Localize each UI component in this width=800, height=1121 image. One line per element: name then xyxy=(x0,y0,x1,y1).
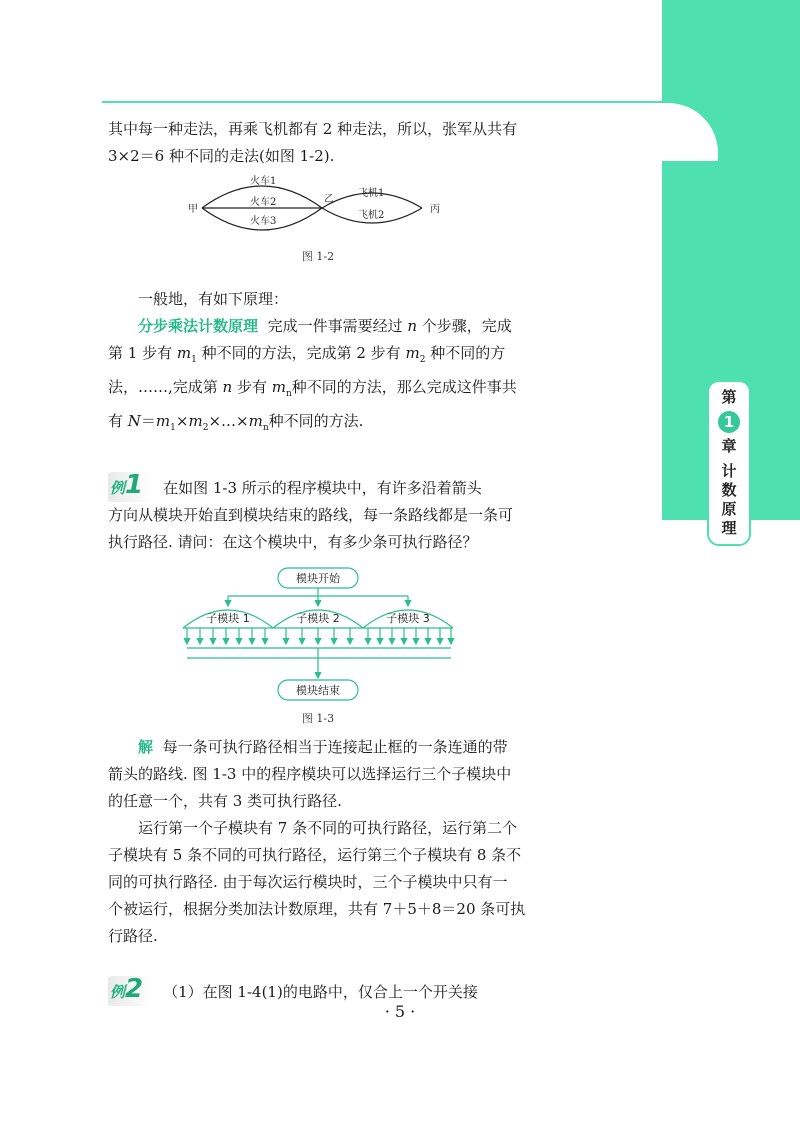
figure-1-2 xyxy=(188,170,448,238)
example-1-line-1: 例1 在如图 1-3 所示的程序模块中，有许多沿着箭头 xyxy=(110,470,482,500)
example-1-line-2: 方向从模块开始直到模块结束的路线，每一条路线都是一条可 xyxy=(108,506,514,524)
chapter-zhang: 章 xyxy=(721,437,737,455)
principle-line-2: 第 1 步有 $m_1$ 种不同的方法，完成第 2 步有 $m_2$ 种不同的方 xyxy=(108,344,506,365)
figure-1-3-caption: 图 1-3 xyxy=(301,712,335,725)
example-1-line-3: 执行路径. 请问：在这个模块中，有多少条可执行路径？ xyxy=(108,533,478,551)
example-2-heading: 例2 xyxy=(108,976,151,1006)
submodule-1-label: 子模块 1 xyxy=(206,612,250,625)
principle-name: 分步乘法计数原理 xyxy=(138,317,259,335)
solution-p2-line-4: 个被运行，根据分类加法计数原理，共有 7＋5＋8＝20 条可执 xyxy=(108,900,526,918)
node-mid: 乙 xyxy=(324,194,334,205)
end-label: 模块结束 xyxy=(296,684,340,697)
submodule-3-label: 子模块 3 xyxy=(386,612,430,625)
principle-line-1: 分步乘法计数原理 完成一件事需要经过 n 个步骤，完成 xyxy=(138,317,512,335)
intro-line-2: 3×2＝6 种不同的走法(如图 1-2). xyxy=(108,147,335,165)
principle-line-3: 法，……,完成第 n 步有 $m_n$种不同的方法，那么完成这件事共 xyxy=(108,378,517,399)
figure-1-2-caption: 图 1-2 xyxy=(301,250,335,263)
chapter-di: 第 xyxy=(721,388,737,406)
solution-p1-line-1: 解 每一条可执行路径相当于连接起止框的一条连通的带 xyxy=(138,738,508,756)
label-plane-2: 飞机2 xyxy=(358,210,385,221)
node-start: 甲 xyxy=(188,204,198,215)
chapter-title-char-3: 原 xyxy=(721,500,737,518)
solution-label: 解 xyxy=(138,738,154,756)
chapter-title-char-2: 数 xyxy=(721,481,737,499)
solution-p1-line-2: 箭头的路线. 图 1-3 中的程序模块可以选择运行三个子模块中 xyxy=(108,765,512,783)
submodule-2-label: 子模块 2 xyxy=(296,612,340,625)
solution-p2-line-1: 运行第一个子模块有 7 条不同的可执行路径，运行第二个 xyxy=(138,819,518,837)
label-train-3: 火车3 xyxy=(250,216,277,227)
solution-p2-line-5: 行路径. xyxy=(108,927,158,945)
label-train-1: 火车1 xyxy=(250,176,277,187)
solution-p2-line-3: 同的可执行路径. 由于每次运行模块时，三个子模块中只有一 xyxy=(108,873,508,891)
chapter-title-char-1: 计 xyxy=(721,462,737,480)
principle-line-4: 有 $N=m_1\times m_2\times\dots\times m_n$种不同的方法. xyxy=(108,412,364,433)
chapter-side-tab xyxy=(707,380,751,546)
solution-p2-line-2: 子模块有 5 条不同的可执行路径，运行第三个子模块有 8 条不 xyxy=(108,846,522,864)
page-body xyxy=(108,116,528,1006)
page-number: · 5 · xyxy=(384,1002,416,1021)
intro-line-1: 其中每一种走法，再乘飞机都有 2 种走法，所以，张军从共有 xyxy=(108,120,518,138)
general-intro: 一般地，有如下原理： xyxy=(138,290,289,308)
example-2-line-1: 例2 （1）在图 1-4(1)的电路中，仅合上一个开关接 xyxy=(110,974,478,1004)
node-end: 丙 xyxy=(430,204,440,215)
chapter-title-char-4: 理 xyxy=(721,519,737,537)
label-plane-1: 飞机1 xyxy=(358,188,385,199)
example-1-heading: 例1 xyxy=(108,472,151,502)
header-rule xyxy=(102,101,662,103)
solution-p1-line-3: 的任意一个，共有 3 类可执行路径. xyxy=(108,792,342,810)
start-label: 模块开始 xyxy=(296,572,340,585)
label-train-2: 火车2 xyxy=(250,197,277,208)
chapter-number-badge: 1 xyxy=(718,411,740,433)
figure-1-3 xyxy=(173,566,463,704)
